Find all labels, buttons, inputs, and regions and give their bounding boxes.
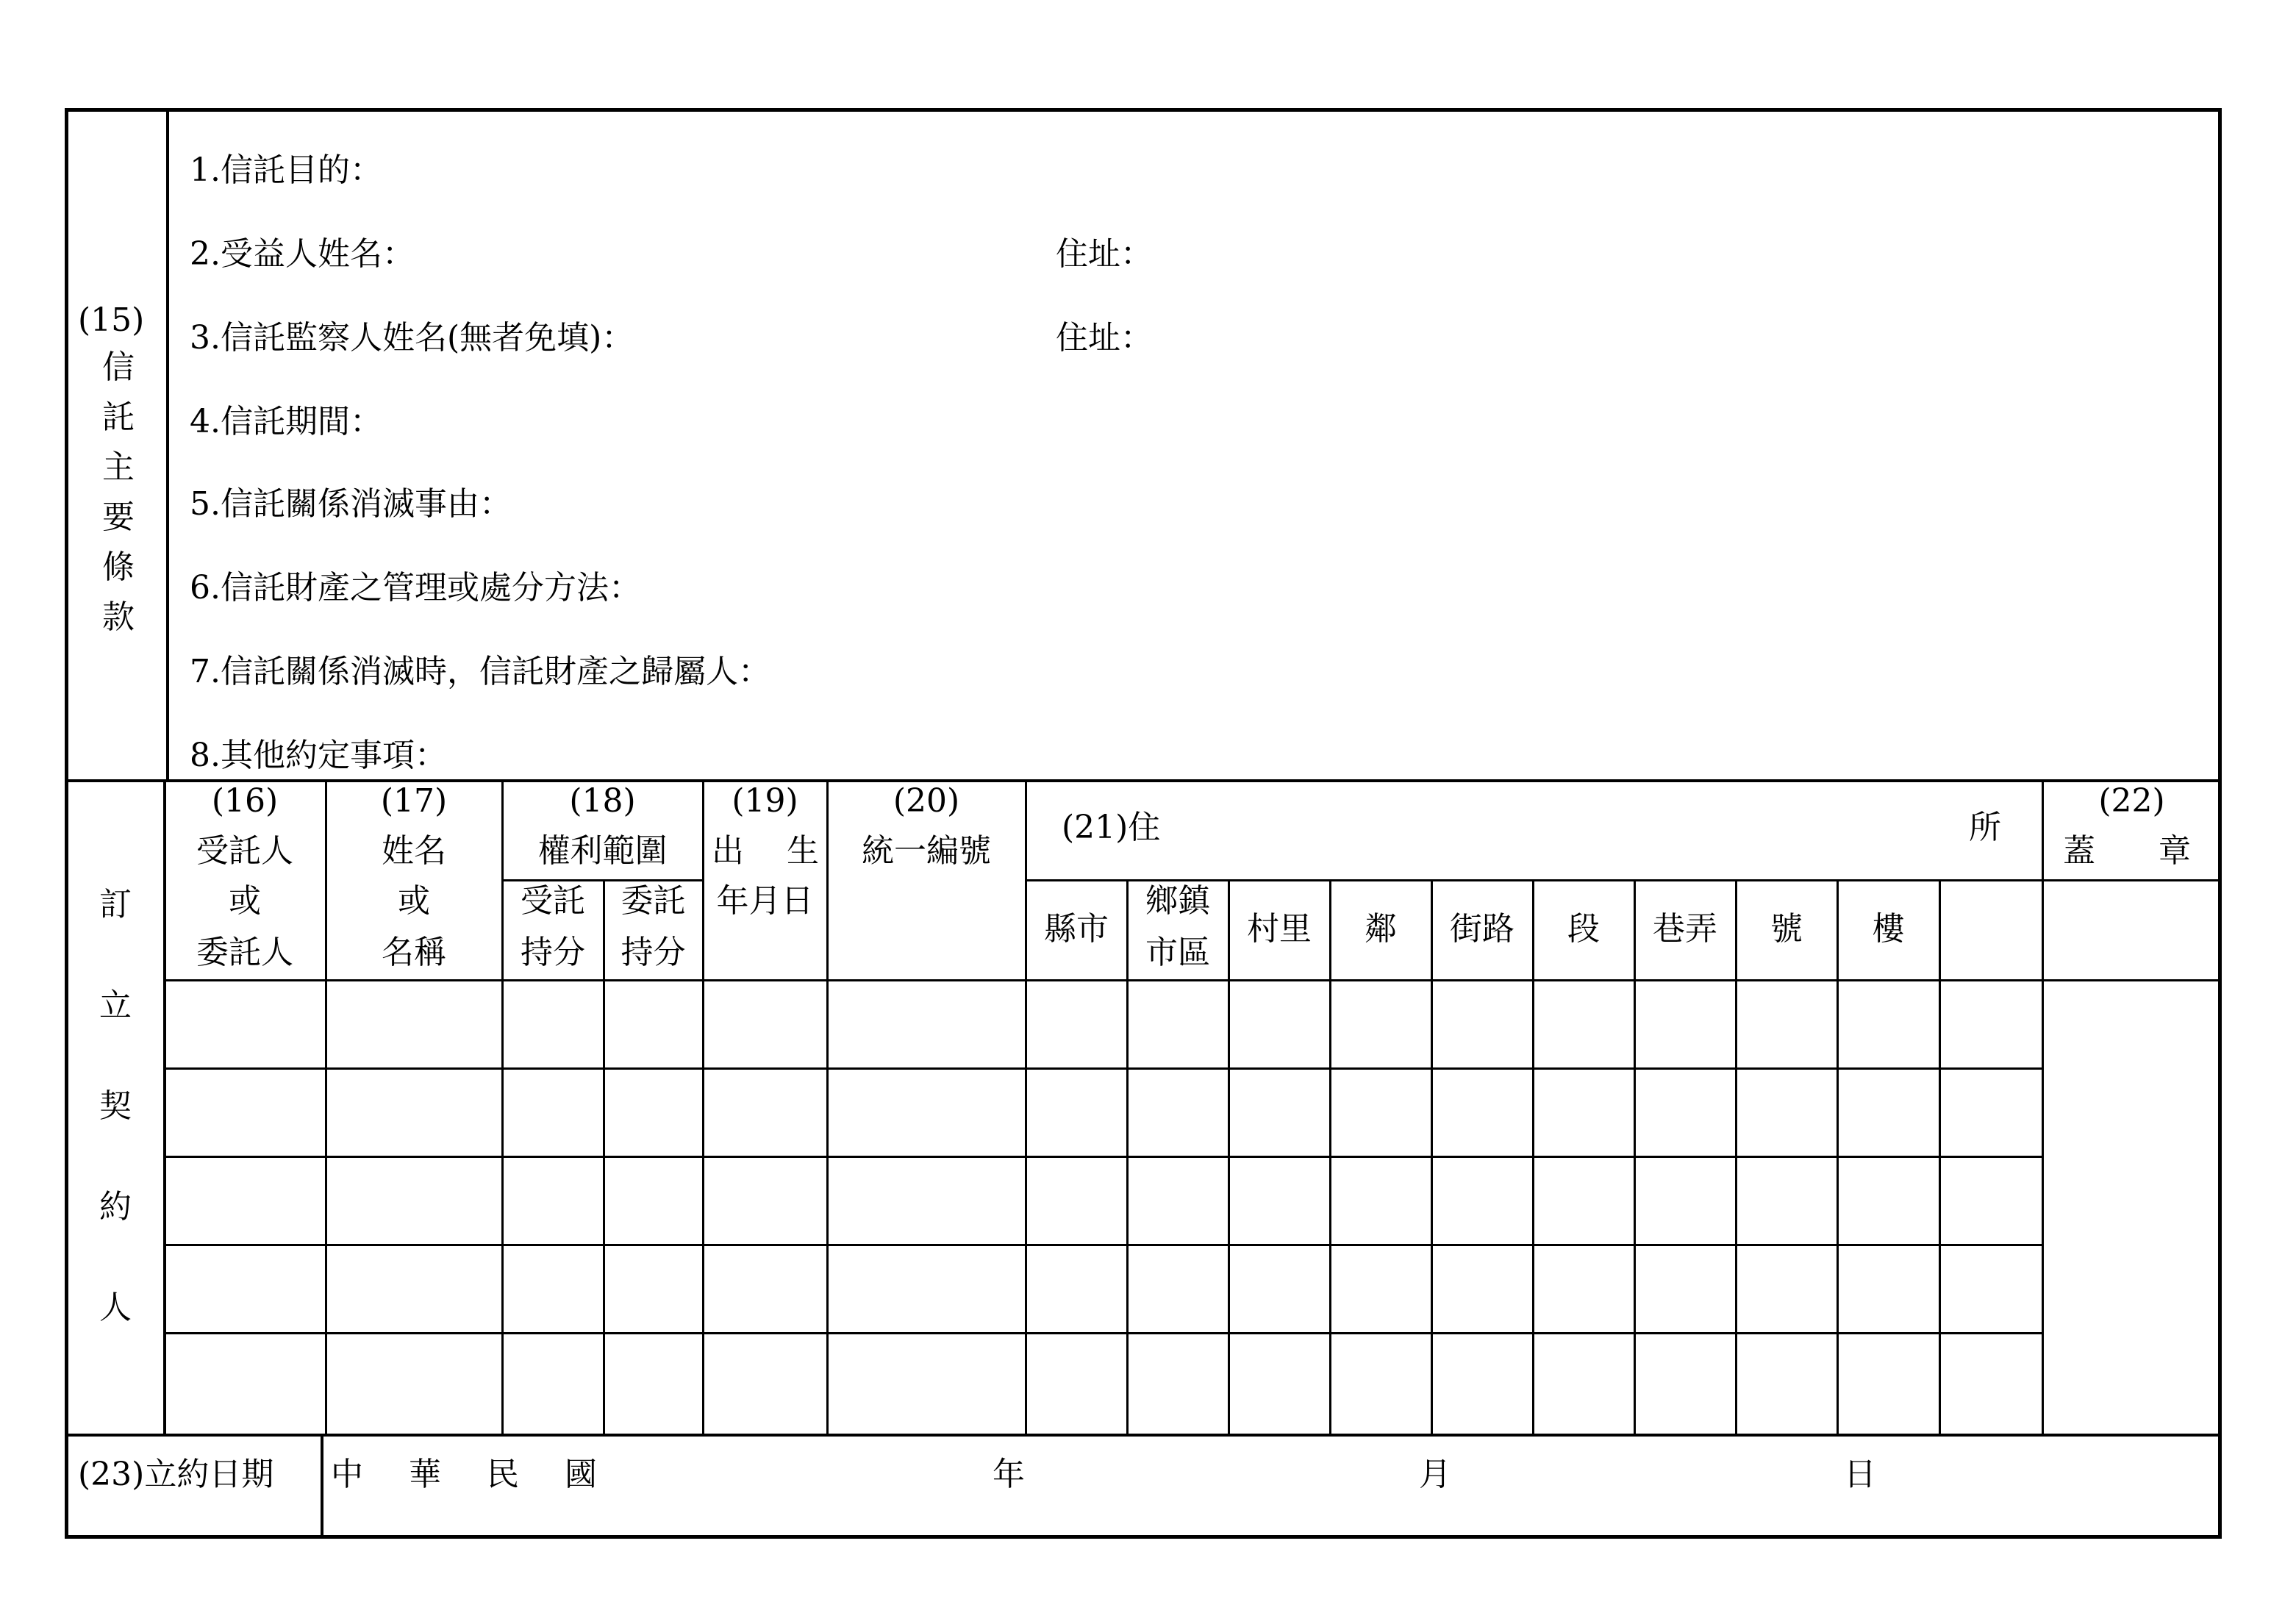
col22-number: (22)	[2098, 782, 2165, 820]
year-label: 年	[993, 1456, 1025, 1493]
parties-side-char: 契	[99, 1087, 132, 1125]
col19-header-char: 出	[712, 832, 744, 870]
contract-date-label: (23)立約日期	[78, 1456, 274, 1493]
table-row-line	[163, 1244, 2042, 1246]
col21-header-tail: 所	[1969, 809, 2001, 846]
day-label: 日	[1844, 1456, 1876, 1493]
table-header-bottom	[163, 979, 2220, 981]
col16-header-line2: 或	[229, 882, 261, 920]
era-char: 華	[409, 1456, 441, 1493]
col22-header-char: 章	[2159, 832, 2191, 870]
era-char: 民	[487, 1456, 519, 1493]
col16-number: (16)	[211, 782, 279, 820]
addr-neighborhood: 鄰	[1365, 910, 1397, 948]
beneficiary-address-label: 住址：	[1056, 235, 1153, 273]
section15-title	[93, 343, 144, 643]
addr-county-city: 縣市	[1044, 910, 1109, 948]
section15-title-char: 信	[102, 348, 135, 386]
col-line-19	[702, 781, 704, 1434]
addr-township: 鄉鎮	[1145, 882, 1210, 920]
col20-header-line1: 統一編號	[862, 832, 991, 870]
col-line-20	[826, 781, 829, 1434]
clause-termination-reason: 5.信託關係消滅事由：	[190, 485, 512, 523]
addr-village: 村里	[1247, 910, 1312, 948]
trustee-share-header: 持分	[521, 934, 585, 971]
era-char: 國	[565, 1456, 597, 1493]
clause-trust-period: 4.信託期間：	[190, 403, 382, 440]
col22-header-char: 蓋	[2063, 832, 2095, 870]
col17-header-line3: 名稱	[382, 934, 446, 971]
parties-side-char: 約	[99, 1188, 132, 1226]
clause-management-method: 6.信託財產之管理或處分方法：	[190, 569, 641, 607]
supervisor-address-label: 住址：	[1056, 319, 1153, 357]
col16-header-line1: 受託人	[196, 832, 293, 870]
month-label: 月	[1419, 1456, 1451, 1493]
col19-number: (19)	[732, 782, 798, 820]
addr-lane-alley: 巷弄	[1653, 910, 1717, 948]
parties-side-char: 人	[99, 1289, 132, 1326]
col17-number: (17)	[380, 782, 448, 820]
footer-top-border	[66, 1434, 2220, 1437]
clause-trust-supervisor-name: 3.信託監察人姓名(無者免填)：	[190, 319, 634, 357]
address-header-line	[1025, 879, 2220, 881]
addr-number: 號	[1770, 910, 1803, 948]
clause-property-attribution: 7.信託關係消滅時，信託財產之歸屬人：	[190, 653, 770, 690]
col20-number: (20)	[893, 782, 960, 820]
parties-side-char: 立	[99, 987, 132, 1024]
section15-title-char: 要	[102, 498, 135, 536]
col16-header-line3: 委託人	[196, 934, 293, 971]
section15-title-char: 款	[102, 598, 135, 636]
addr-township: 市區	[1145, 934, 1210, 971]
section15-title-char: 主	[102, 448, 135, 486]
clause-trust-purpose: 1.信託目的：	[190, 151, 382, 189]
footer-label-divider	[321, 1435, 323, 1537]
col-line-17	[325, 781, 327, 1434]
table-row-line	[163, 1067, 2042, 1070]
section15-number: (15)	[78, 301, 145, 339]
addr-floor: 樓	[1872, 910, 1905, 948]
col18-number: (18)	[569, 782, 636, 820]
table-row-line	[163, 1156, 2042, 1158]
table-row-line	[163, 1332, 2042, 1334]
parties-side-label	[90, 854, 141, 1358]
settlor-share-header: 委託	[621, 882, 686, 920]
rights-header-line	[501, 879, 702, 881]
col18-header-line1: 權利範圍	[537, 832, 668, 870]
parties-label-divider	[163, 781, 166, 1434]
section15-title-char: 託	[102, 398, 135, 436]
clause-other-agreements: 8.其他約定事項：	[190, 737, 447, 774]
addr-section: 段	[1567, 910, 1600, 948]
trustee-share-header: 受託	[521, 882, 585, 920]
col19-header-char: 生	[787, 832, 819, 870]
section15-label-divider	[166, 110, 169, 781]
col17-header-line2: 或	[398, 882, 430, 920]
col17-header-line1: 姓名	[382, 832, 446, 870]
era-char: 中	[331, 1456, 363, 1493]
clause-beneficiary-name: 2.受益人姓名：	[190, 235, 415, 273]
parties-side-char: 訂	[99, 886, 132, 923]
addr-street: 街路	[1450, 910, 1514, 948]
section15-title-char: 條	[102, 548, 135, 586]
col19-header-line2: 年月日	[716, 882, 814, 920]
col21-header: (21)住	[1062, 809, 1161, 846]
settlor-share-header: 持分	[621, 934, 686, 971]
